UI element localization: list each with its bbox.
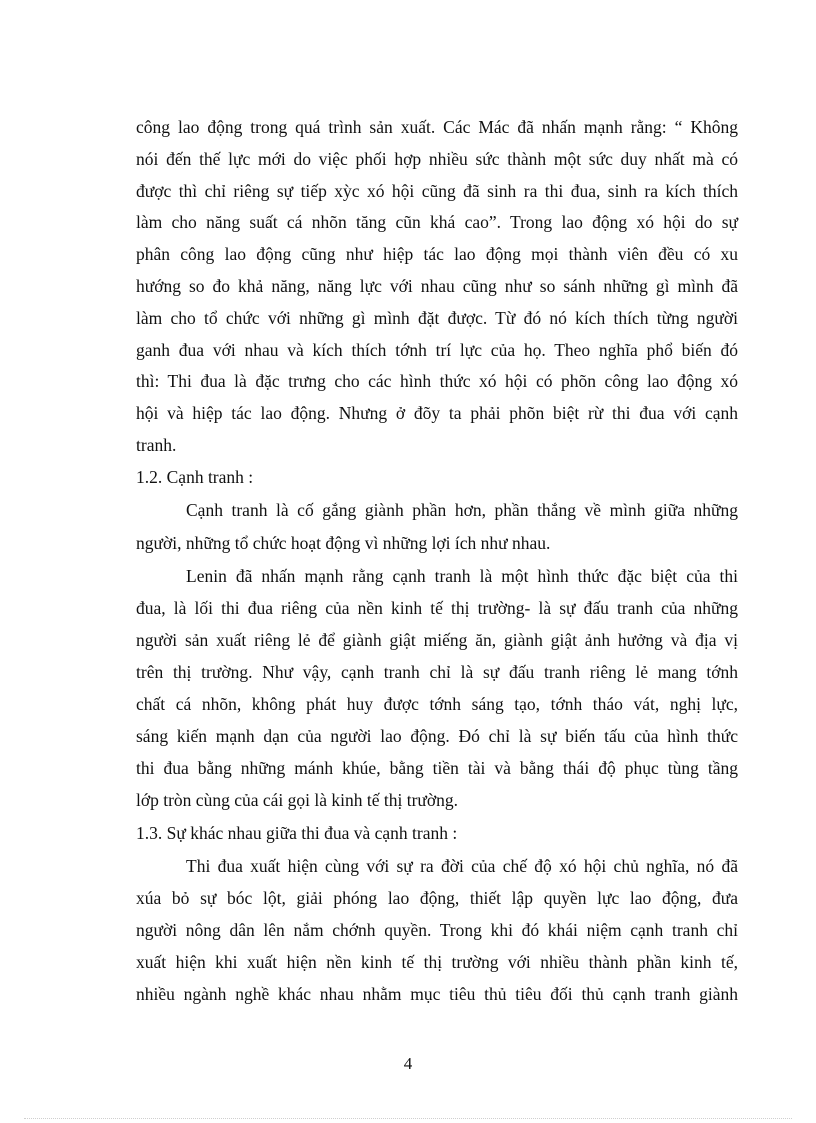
text-line: người nông dân lên nắm chớnh quyền. Trong khi đó khái niệm cạnh tranh chỉ [136,920,738,940]
text-line: Lenin đã nhấn mạnh rằng cạnh tranh là một hình thức đặc biệt của thi [186,566,738,586]
text-line: Cạnh tranh là cố gắng giành phần hơn, phần thắng về mình giữa những [186,500,738,520]
text-line: phân công lao động cũng như hiệp tác lao động mọi thành viên đều có xu [136,244,738,264]
text-line: làm cho tổ chức với những gì mình đặt được. Từ đó nó kích thích từng người [136,308,738,328]
text-line: được thì chỉ riêng sự tiếp xỳc xó hội cũng đã sinh ra thi đua, sinh ra kích thích [136,181,738,201]
text-line: nhiều ngành nghề khác nhau nhằm mục tiêu thủ tiêu đối thủ cạnh tranh giành [136,984,738,1004]
text-line: nói đến thế lực mới do việc phối hợp nhiều sức thành một sức duy nhất mà có [136,149,738,169]
section-heading: 1.3. Sự khác nhau giữa thi đua và cạnh tranh : [136,823,458,843]
page-bottom-divider [24,1118,792,1119]
text-line: tranh. [136,435,177,455]
text-line: hướng so đo khả năng, năng lực với nhau cũng như so sánh những gì mình đã [136,276,738,296]
text-line: thi đua bằng những mánh khúe, bằng tiền tài và bằng thái độ phục tùng tầng [136,758,738,778]
text-line: thì: Thi đua là đặc trưng cho các hình thức xó hội có phõn công lao động xó [136,371,738,391]
text-line: công lao động trong quá trình sản xuất. Các Mác đã nhấn mạnh rằng: “ Không [136,117,738,137]
text-line: trên thị trường. Như vậy, cạnh tranh chỉ là sự đấu tranh riêng lẻ mang tớnh [136,662,738,682]
section-heading: 1.2. Cạnh tranh : [136,467,254,487]
text-line: ganh đua với nhau và kích thích tớnh trí lực của họ. Theo nghĩa phổ biến đó [136,340,738,360]
page-number: 4 [403,1054,413,1073]
text-line: lớp tròn cùng của cái gọi là kinh tế thị trường. [136,790,459,810]
text-line: xuất hiện khi xuất hiện nền kinh tế thị trường với nhiều thành phần kinh tế, [136,952,738,972]
text-line: Thi đua xuất hiện cùng với sự ra đời của chế độ xó hội chủ nghĩa, nó đã [186,856,738,876]
text-line: chất cá nhõn, không phát huy được tớnh sáng tạo, tớnh tháo vát, nghị lực, [136,694,738,714]
text-line: người, những tổ chức hoạt động vì những lợi ích như nhau. [136,533,551,553]
text-line: xúa bỏ sự bóc lột, giải phóng lao động, thiết lập quyền lực lao động, đưa [136,888,738,908]
text-line: người sản xuất riêng lẻ để giành giật miếng ăn, giành giật ảnh hưởng và địa vị [136,630,738,650]
text-line: sáng kiến mạnh dạn của người lao động. Đó chỉ là sự biến tấu của hình thức [136,726,738,746]
text-line: làm cho năng suất cá nhõn tăng cũn khá cao”. Trong lao động xó hội do sự [136,212,738,232]
text-line: đua, là lối thi đua riêng của nền kinh tế thị trường- là sự đấu tranh của những [136,598,738,618]
text-line: hội và hiệp tác lao động. Nhưng ở đõy ta phải phõn biệt rừ thi đua với cạnh [136,403,738,423]
